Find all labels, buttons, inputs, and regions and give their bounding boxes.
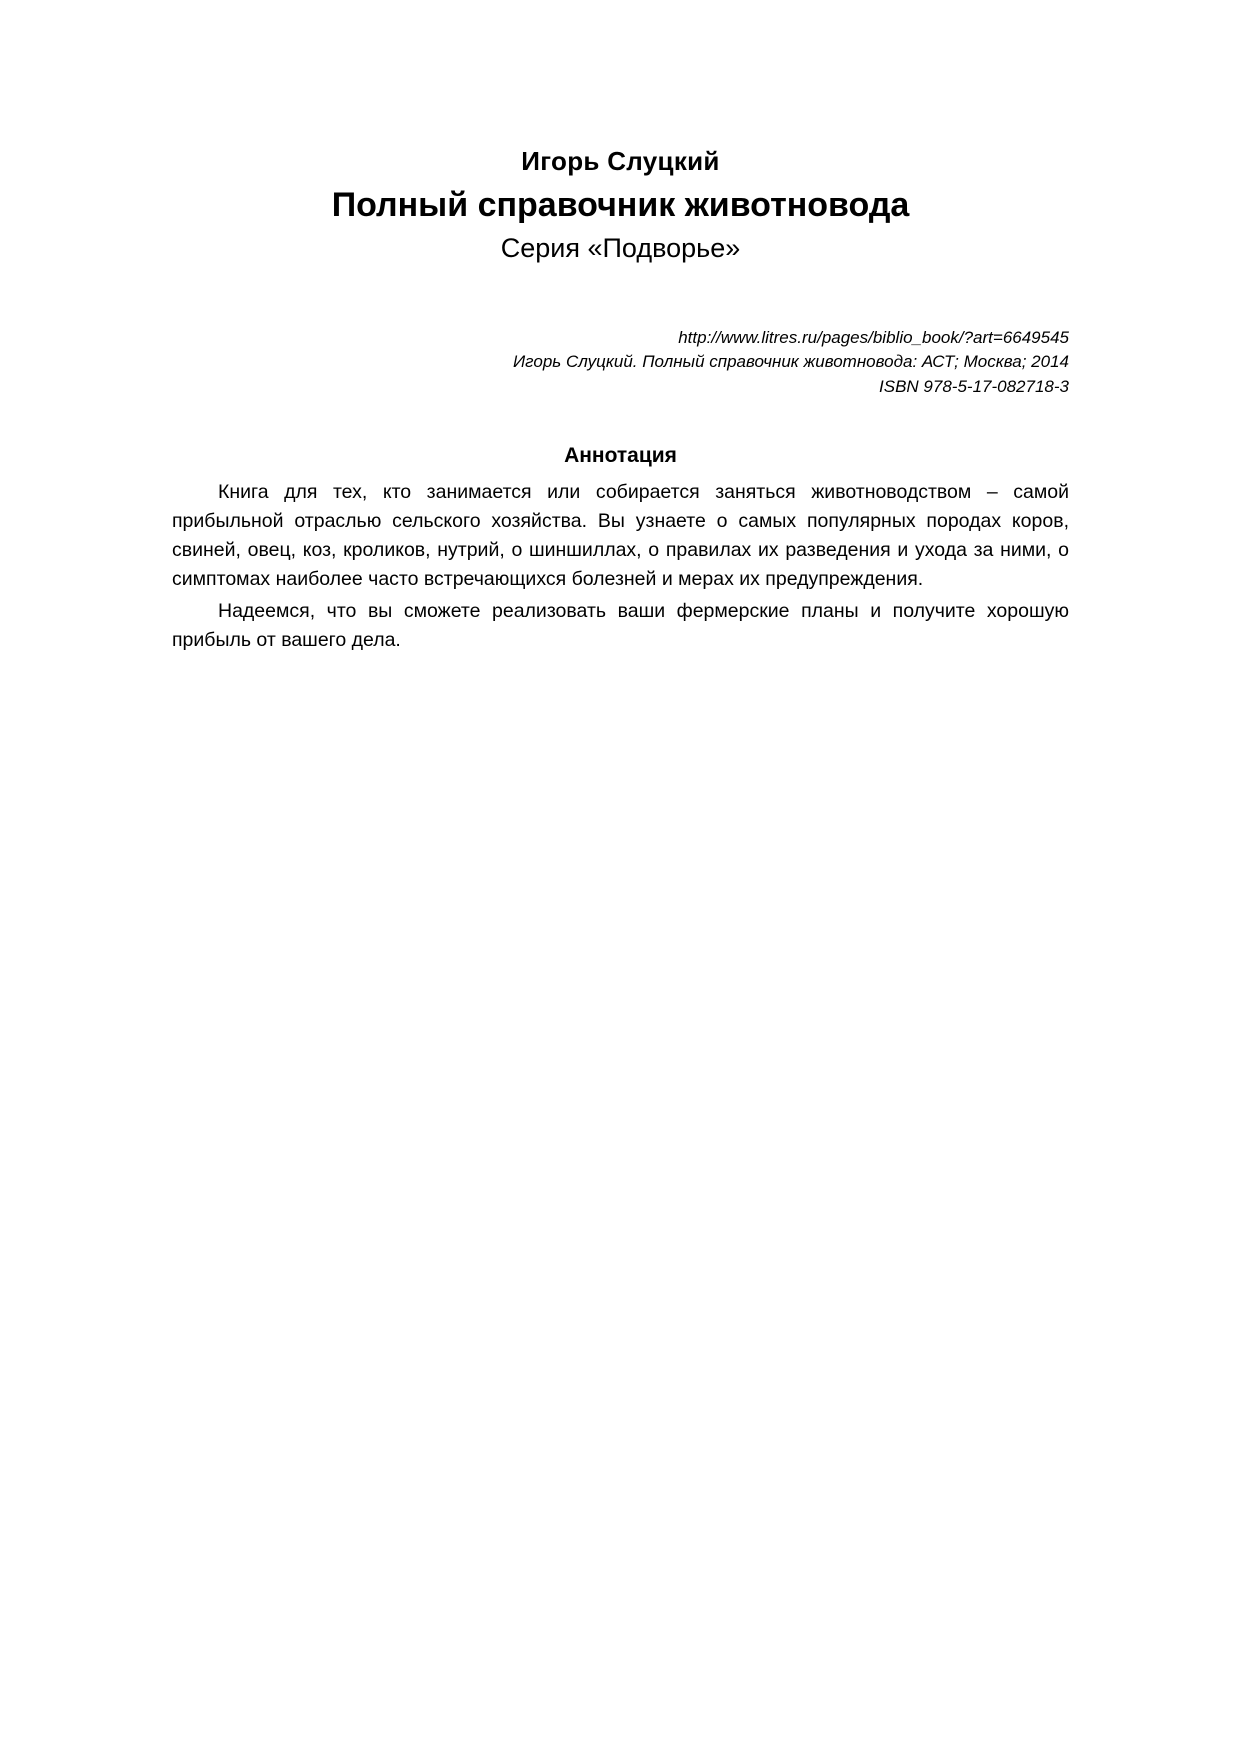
annotation-heading: Аннотация <box>564 443 677 467</box>
publication-citation: Игорь Слуцкий. Полный справочник животновода: АСТ; Москва; 2014 <box>513 352 1069 372</box>
annotation-body <box>172 478 1069 656</box>
isbn: ISBN 978-5-17-082718-3 <box>879 377 1069 397</box>
annotation-paragraph-2: Надеемся, что вы сможете реализовать ваши фермерские планы и получите хорошую прибыль от вашего дела. <box>172 599 1069 651</box>
source-url: http://www.litres.ru/pages/biblio_book/?art=6649545 <box>678 327 1069 347</box>
series-name: Серия «Подворье» <box>500 233 741 263</box>
author-name: Игорь Слуцкий <box>521 146 720 176</box>
title-block <box>172 145 1069 266</box>
page-content <box>172 0 1069 655</box>
book-title: Полный справочник животновода <box>331 185 910 224</box>
imprint-block <box>172 326 1069 400</box>
annotation-paragraph-1: Книга для тех, кто занимается или собирается заняться животноводством – самой прибыльной отраслью сельского хозяйства. Вы узнаете о самых популярных породах коров, свиней, овец, коз, кроликов, нутрий, о шиншиллах, о правилах их разведения и ухода за ними, о симптомах наиболее часто встречающихся болезней и мерах их предупреждения. <box>172 480 1069 591</box>
